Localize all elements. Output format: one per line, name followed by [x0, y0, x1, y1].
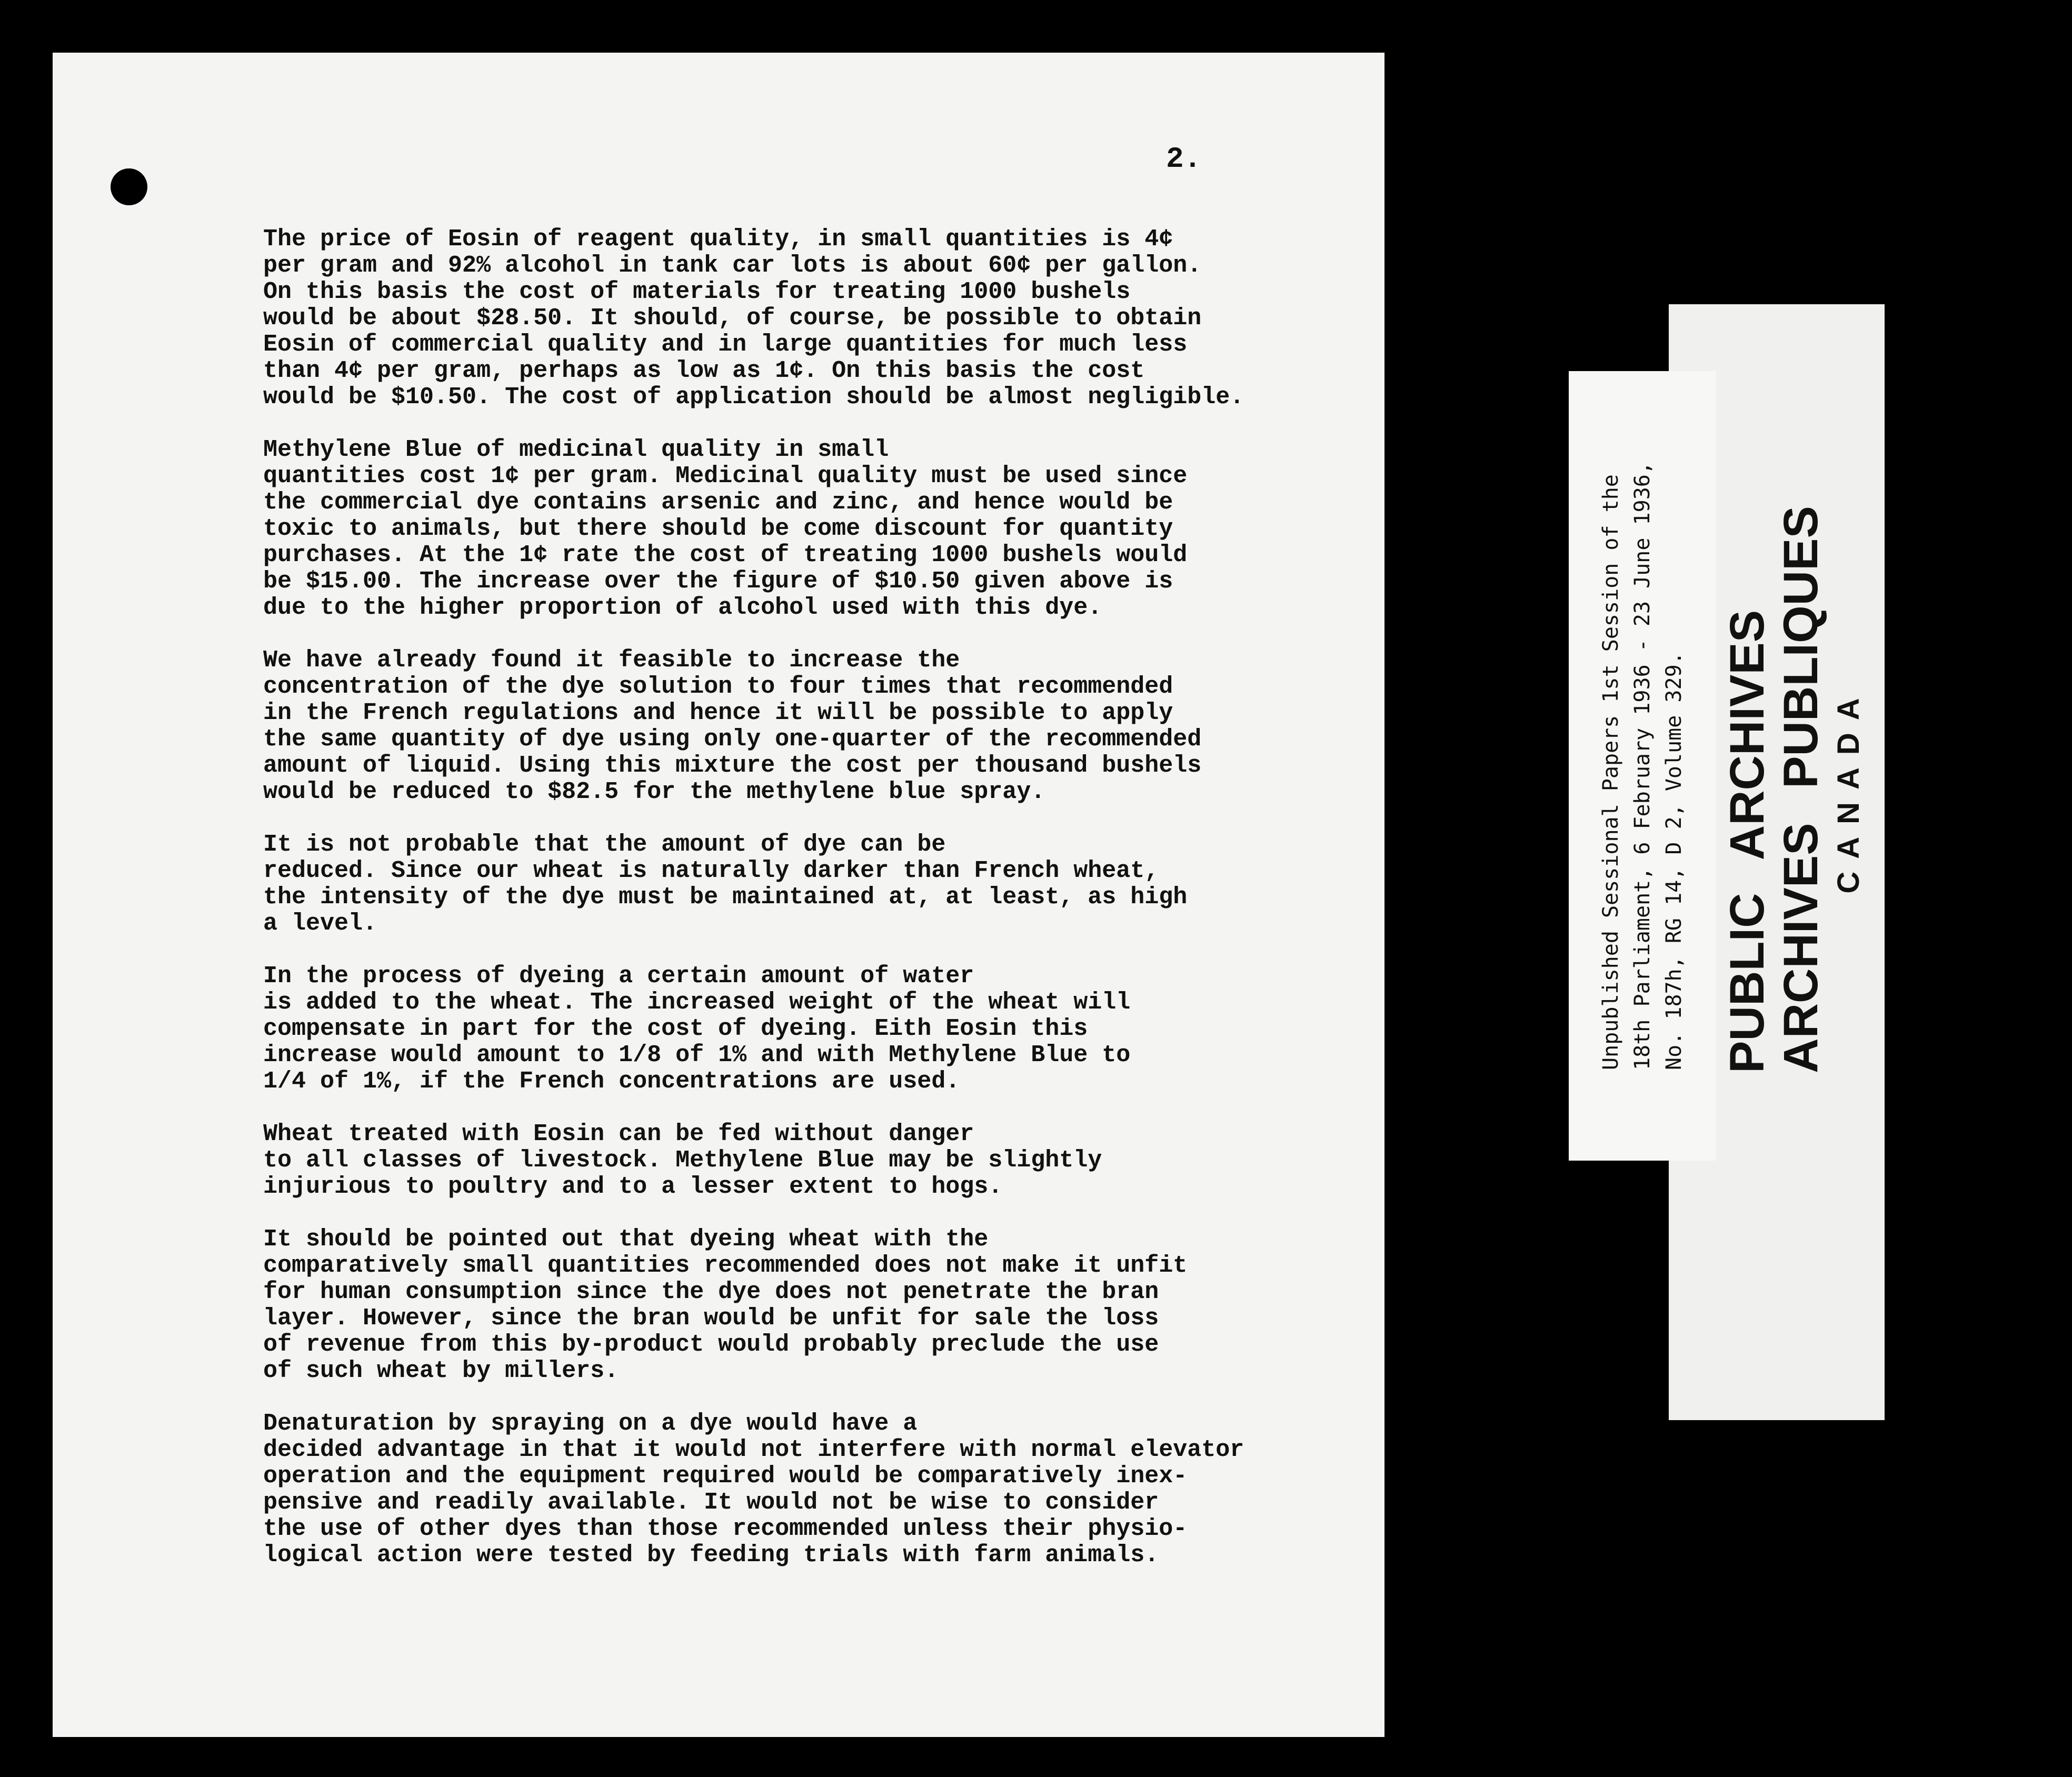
page-number: 2.	[1166, 142, 1202, 176]
paragraph-concentration: We have already found it feasible to increase the concentration of the dye solution to four times that recommended in the French regulations and hence it will be possible to apply the same quantity of dye using only one-quarter of the recommended amount of liquid. Using this mixture the cost per thousand bushels would be reduced to $82.5 for the methylene blue spray.	[263, 647, 1202, 805]
archive-citation	[1574, 376, 1711, 1155]
citation-line: Unpublished Sessional Papers 1st Session of the	[1599, 474, 1623, 1070]
stamp-canada: CANADA	[1831, 685, 1866, 894]
document-body	[263, 226, 1374, 1595]
citation-line: 18th Parliament, 6 February 1936 - 23 June 1936,	[1630, 462, 1655, 1070]
paragraph-human-consumption: It should be pointed out that dyeing wheat with the comparatively small quantities recommended does not make it unfit for human consumption since the dye does not penetrate the bran layer. However, since the bran would be unfit for sale the loss of revenue from this by-product would probably preclude the use of such wheat by millers.	[263, 1226, 1188, 1384]
paragraph-livestock: Wheat treated with Eosin can be fed without danger to all classes of livestock. Methylene Blue may be slightly injurious to poultry and to a lesser extent to hogs.	[263, 1121, 1102, 1200]
paragraph-dye-amount: It is not probable that the amount of dye can be reduced. Since our wheat is naturally darker than French wheat, the intensity of the dye must be maintained at, at least, as high a level.	[263, 831, 1188, 937]
paragraph-eosin-price: The price of Eosin of reagent quality, in small quantities is 4¢ per gram and 92% alcohol in tank car lots is about 60¢ per gallon. On this basis the cost of materials for treating 1000 bushels would be about $28.50. It should, of course, be possible to obtain Eosin of commercial quality and in large quantities for much less than 4¢ per gram, perhaps as low as 1¢. On this basis the cost would be $10.50. The cost of application should be almost negligible.	[263, 226, 1244, 411]
citation-line: No. 187h, RG 14, D 2, Volume 329.	[1662, 652, 1686, 1070]
document-page	[53, 53, 1384, 1737]
stamp-archives-publiques: ARCHIVES PUBLIQUES	[1774, 506, 1828, 1073]
stamp-public-archives: PUBLIC ARCHIVES	[1720, 610, 1775, 1073]
paragraph-methylene-blue: Methylene Blue of medicinal quality in small quantities cost 1¢ per gram. Medicinal quality must be used since the commercial dye contains arsenic and zinc, and hence would be toxic to animals, but there should be come discount for quantity purchases. At the 1¢ rate the cost of treating 1000 bushels would be $15.00. The increase over the figure of $10.50 given above is due to the higher proportion of alcohol used with this dye.	[263, 436, 1188, 621]
public-archives-stamp	[1711, 368, 1879, 1211]
paragraph-water-weight: In the process of dyeing a certain amount of water is added to the wheat. The increased weight of the wheat will compensate in part for the cost of dyeing. Eith Eosin this increase would amount to 1/8 of 1% and with Methylene Blue to 1/4 of 1%, if the French concentrations are used.	[263, 963, 1131, 1095]
punch-hole	[111, 168, 147, 205]
paragraph-denaturation: Denaturation by spraying on a dye would have a decided advantage in that it would not interfere with normal elevator operation and the equipment required would be comparatively inex- pensive and readily available. It would not be wise to consider the use of other dyes than those recommended unless their physio- logical action were tested by feeding trials with farm animals.	[263, 1410, 1244, 1569]
